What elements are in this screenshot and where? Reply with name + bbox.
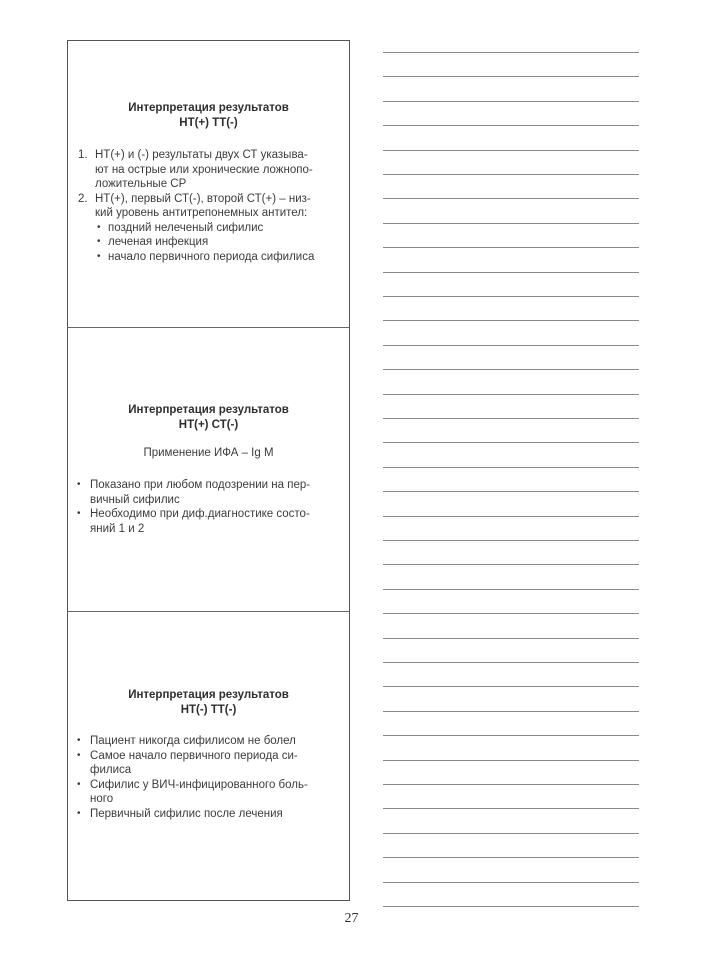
slide-3 — [68, 611, 349, 900]
list-item: • леченая инфекция — [97, 236, 209, 248]
text-line: ют на острые или хронические ложнопо- — [95, 163, 313, 176]
note-line — [383, 467, 639, 468]
note-line — [383, 857, 639, 858]
text-line: кий уровень антитрепонемных антител: — [95, 207, 308, 219]
slide-body — [73, 734, 343, 821]
item-number: 2. — [78, 192, 88, 205]
note-line — [383, 589, 639, 590]
note-line — [383, 564, 639, 565]
note-line — [383, 784, 639, 785]
note-line — [383, 52, 639, 53]
note-line — [383, 198, 639, 199]
bullet-icon: • — [77, 778, 81, 790]
text-line: филиса — [90, 764, 132, 776]
note-line — [383, 638, 639, 639]
numbered-item — [78, 148, 342, 192]
note-line — [383, 613, 639, 614]
bullet-icon: • — [77, 749, 81, 761]
note-line — [383, 150, 639, 151]
note-line — [383, 906, 639, 907]
note-line — [383, 833, 639, 834]
slide-title — [68, 101, 349, 131]
note-line — [383, 247, 639, 248]
note-line — [383, 345, 639, 346]
list-item — [73, 778, 343, 807]
list-item: • начало первичного периода сифилиса — [97, 250, 315, 263]
note-line — [383, 320, 639, 321]
note-line — [383, 760, 639, 761]
slide-body — [78, 148, 342, 264]
text-line: НТ(+), первый СТ(-), второй СТ(+) – низ- — [95, 192, 311, 205]
note-line — [383, 223, 639, 224]
bullet-icon: • — [77, 508, 81, 519]
note-line — [383, 418, 639, 419]
bullet-icon: • — [77, 807, 81, 819]
note-line — [383, 735, 639, 736]
list-item — [73, 807, 343, 822]
text-line: НТ(+) и (-) результаты двух СТ указыва- — [95, 149, 308, 161]
slide-title — [68, 403, 349, 433]
page-number: 27 — [344, 911, 359, 926]
slide-title-line: НТ(+) ТТ(-) — [179, 117, 238, 129]
bullet-icon: • — [77, 735, 81, 746]
bullet-icon: • — [97, 250, 101, 262]
text-line: яний 1 и 2 — [90, 522, 145, 535]
slide-body — [73, 478, 343, 536]
bullet-list — [73, 734, 343, 821]
note-line — [383, 540, 639, 541]
list-item: • поздний нелеченый сифилис — [97, 221, 264, 234]
text-line: Необходимо при диф.диагностике состо- — [90, 508, 310, 520]
list-item — [73, 749, 343, 778]
list-item — [73, 478, 343, 507]
text-line: Самое начало первичного периода си- — [90, 749, 298, 762]
note-line — [383, 808, 639, 809]
slide-title-line: Интерпретация результатов — [128, 404, 289, 416]
note-line — [383, 76, 639, 77]
text-line: Первичный сифилис после лечения — [90, 807, 283, 820]
slides-column — [67, 40, 350, 901]
notes-lines — [383, 40, 639, 901]
note-line — [383, 125, 639, 126]
note-line — [383, 394, 639, 395]
slide-title-line: Интерпретация результатов — [128, 689, 289, 701]
text-line: Сифилис у ВИЧ-инфицированного боль- — [90, 778, 308, 791]
numbered-item — [78, 192, 342, 221]
bullet-icon: • — [97, 236, 101, 247]
note-line — [383, 516, 639, 517]
note-line — [383, 272, 639, 273]
item-text — [95, 192, 342, 221]
sub-bullet-list — [78, 221, 342, 265]
slide-title-line: Интерпретация результатов — [128, 102, 289, 114]
note-line — [383, 882, 639, 883]
note-line — [383, 442, 639, 443]
text-line: ного — [90, 793, 114, 805]
note-line — [383, 296, 639, 297]
item-text — [95, 148, 342, 192]
note-line — [383, 662, 639, 663]
slide-2 — [68, 327, 349, 611]
text-line: Пациент никогда сифилисом не болел — [90, 735, 296, 747]
list-item — [73, 507, 343, 536]
note-line — [383, 369, 639, 370]
bullet-icon: • — [97, 221, 101, 233]
note-line — [383, 686, 639, 687]
slide-1 — [68, 41, 349, 327]
list-item — [73, 734, 343, 749]
text-line: вичный сифилис — [90, 493, 180, 506]
note-line — [383, 491, 639, 492]
slide-title — [68, 688, 349, 718]
note-line — [383, 101, 639, 102]
bullet-icon: • — [77, 479, 81, 490]
note-line — [383, 711, 639, 712]
item-number: 1. — [78, 149, 88, 161]
slide-title-line: НТ(-) ТТ(-) — [180, 704, 237, 716]
note-line — [383, 174, 639, 175]
text-line: Показано при любом подозрении на пер- — [90, 479, 311, 491]
slide-subtitle: Применение ИФА – Ig M — [143, 447, 274, 459]
slide-title-line: НТ(+) СТ(-) — [178, 419, 239, 431]
bullet-list — [73, 478, 343, 536]
text-line: ложительные СР — [95, 178, 187, 190]
